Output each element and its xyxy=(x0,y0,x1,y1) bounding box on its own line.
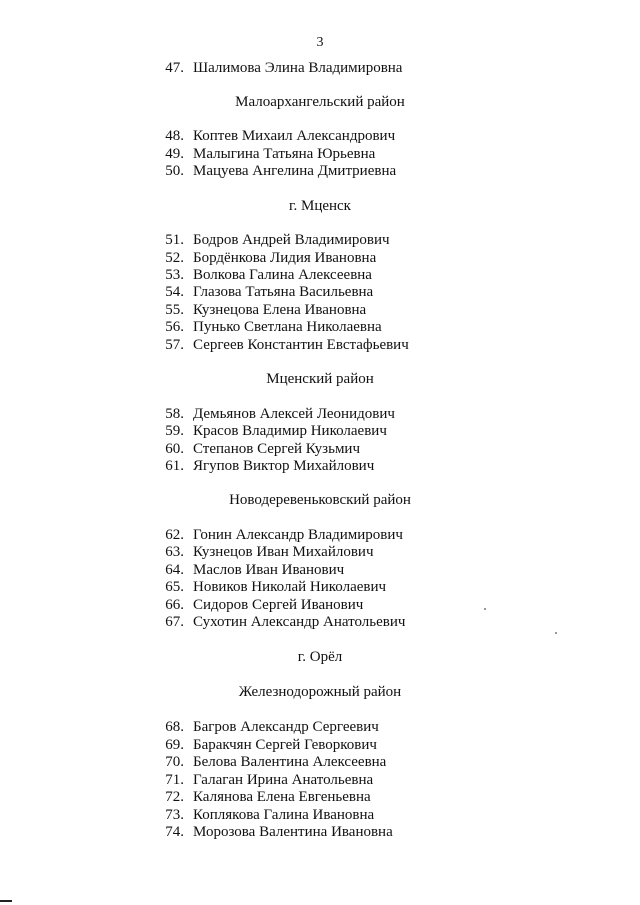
item-name: Сухотин Александр Анатольевич xyxy=(193,614,406,630)
item-name: Сидоров Сергей Иванович xyxy=(193,597,364,613)
item-number: 54. xyxy=(165,284,184,300)
item-name: Сергеев Константин Евстафьевич xyxy=(193,337,409,353)
item-name: Кузнецов Иван Михайлович xyxy=(193,544,374,560)
item-number: 74. xyxy=(165,824,184,840)
section-heading-novoderevenkovsky: Новодеревеньковский район xyxy=(229,492,411,508)
item-name: Мацуева Ангелина Дмитриевна xyxy=(193,163,397,179)
item-number: 47. xyxy=(165,60,184,76)
item-name: Багров Александр Сергеевич xyxy=(193,719,379,735)
item-name: Бодров Андрей Владимирович xyxy=(193,232,390,248)
item-number: 60. xyxy=(165,441,184,457)
item-number: 65. xyxy=(165,579,184,595)
item-number: 64. xyxy=(165,562,184,578)
section-heading-mtsensky: Мценский район xyxy=(266,371,374,387)
item-number: 57. xyxy=(165,337,184,353)
item-number: 49. xyxy=(165,146,184,162)
item-name: Морозова Валентина Ивановна xyxy=(193,824,393,840)
item-name: Коплякова Галина Ивановна xyxy=(193,807,375,823)
item-name: Кузнецова Елена Ивановна xyxy=(193,302,367,318)
item-name: Шалимова Элина Владимировна xyxy=(193,60,403,76)
item-number: 52. xyxy=(165,250,184,266)
section-heading-zheleznodorozhny: Железнодорожный район xyxy=(238,684,402,700)
item-number: 55. xyxy=(165,302,184,318)
item-name: Гонин Александр Владимирович xyxy=(193,527,403,543)
item-number: 69. xyxy=(165,737,184,753)
item-name: Глазова Татьяна Васильевна xyxy=(193,284,374,300)
item-number: 66. xyxy=(165,597,184,613)
item-name: Галаган Ирина Анатольевна xyxy=(193,772,374,788)
item-name: Бордёнкова Лидия Ивановна xyxy=(193,250,377,266)
item-number: 53. xyxy=(165,267,184,283)
item-number: 68. xyxy=(165,719,184,735)
item-name: Маслов Иван Иванович xyxy=(193,562,345,578)
scan-edge-mark xyxy=(0,900,12,902)
item-name: Волкова Галина Алексеевна xyxy=(193,267,372,283)
item-name: Малыгина Татьяна Юрьевна xyxy=(193,146,376,162)
item-name: Ягупов Виктор Михайлович xyxy=(193,458,375,474)
item-name: Калянова Елена Евгеньевна xyxy=(193,789,371,805)
page-number: 3 xyxy=(316,35,324,50)
section-heading-maloarkhangelsky: Малоархангельский район xyxy=(235,94,405,110)
item-name: Белова Валентина Алексеевна xyxy=(193,754,387,770)
item-name: Пунько Светлана Николаевна xyxy=(193,319,382,335)
scan-speck xyxy=(555,632,557,634)
item-number: 61. xyxy=(165,458,184,474)
item-number: 48. xyxy=(165,128,184,144)
item-number: 58. xyxy=(165,406,184,422)
item-name: Демьянов Алексей Леонидович xyxy=(193,406,395,422)
item-name: Коптев Михаил Александрович xyxy=(193,128,396,144)
item-number: 59. xyxy=(165,423,184,439)
item-number: 51. xyxy=(165,232,184,248)
section-heading-mtsensk-city: г. Мценск xyxy=(289,198,351,214)
item-number: 73. xyxy=(165,807,184,823)
item-number: 63. xyxy=(165,544,184,560)
item-number: 50. xyxy=(165,163,184,179)
item-number: 62. xyxy=(165,527,184,543)
item-name: Красов Владимир Николаевич xyxy=(193,423,387,439)
item-number: 56. xyxy=(165,319,184,335)
item-number: 71. xyxy=(165,772,184,788)
scan-speck xyxy=(484,608,486,610)
item-name: Новиков Николай Николаевич xyxy=(193,579,387,595)
section-heading-oryol-city: г. Орёл xyxy=(297,649,343,665)
item-number: 67. xyxy=(165,614,184,630)
item-number: 70. xyxy=(165,754,184,770)
item-number: 72. xyxy=(165,789,184,805)
item-name: Степанов Сергей Кузьмич xyxy=(193,441,361,457)
item-name: Баракчян Сергей Геворкович xyxy=(193,737,377,753)
